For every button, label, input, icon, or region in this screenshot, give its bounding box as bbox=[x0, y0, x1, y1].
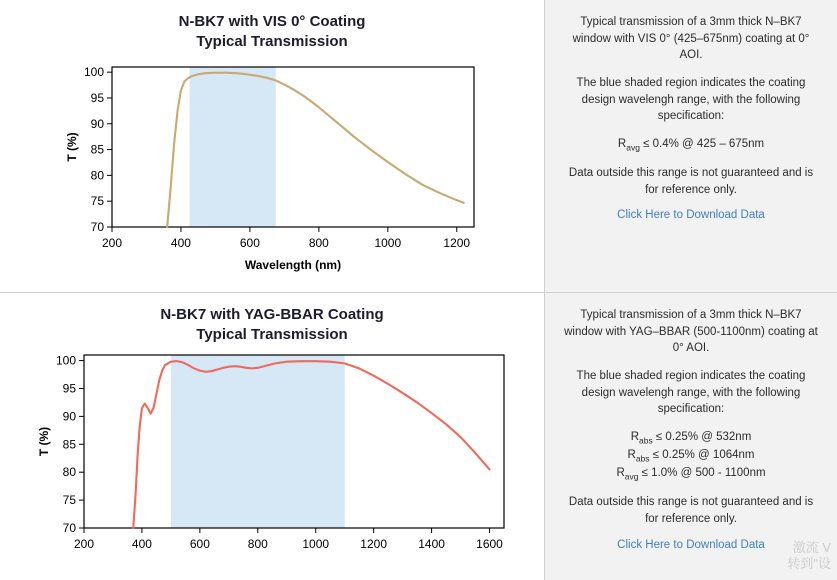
svg-text:80: 80 bbox=[62, 465, 76, 480]
spec-item: $R_{avg} \le 1.0\%$ @ 500 - 1100nm bbox=[616, 467, 766, 482]
svg-text:90: 90 bbox=[62, 409, 76, 424]
svg-text:75: 75 bbox=[62, 493, 76, 508]
svg-text:1000: 1000 bbox=[374, 236, 402, 250]
description-text-yag: Typical transmission of a 3mm thick N–BK7 window with YAG–BBAR (500-1100nm) coating at 0° AOI. bbox=[564, 309, 818, 355]
svg-text:70: 70 bbox=[62, 521, 76, 535]
chart-cell-vis bbox=[0, 0, 545, 292]
description-cell-yag bbox=[545, 293, 837, 580]
spec-item: $R_{abs} \le 0.25\%$ @ 1064nm bbox=[627, 449, 755, 464]
svg-text:1200: 1200 bbox=[443, 236, 471, 250]
spec-r: R bbox=[617, 138, 627, 151]
plot-wrap-yag bbox=[0, 293, 545, 580]
svg-text:85: 85 bbox=[62, 437, 76, 452]
svg-text:1200: 1200 bbox=[360, 537, 388, 551]
svg-text:95: 95 bbox=[62, 381, 76, 396]
outside-note-yag: Data outside this range is not guaranteed and is for reference only. bbox=[568, 496, 814, 525]
svg-text:90: 90 bbox=[90, 116, 104, 131]
download-data-link-vis[interactable]: Click Here to Download Data bbox=[617, 209, 765, 222]
transmission-plot-yag bbox=[0, 345, 545, 575]
spec-rest: ≤ 0.4% @ 425 – 675nm bbox=[639, 138, 765, 151]
svg-text:400: 400 bbox=[131, 537, 152, 551]
chart-title-line2: Typical Transmission bbox=[196, 326, 348, 344]
chart-title-line1: N-BK7 with VIS 0° Coating bbox=[178, 13, 366, 30]
svg-text:80: 80 bbox=[90, 168, 104, 183]
svg-text:800: 800 bbox=[308, 236, 329, 250]
spec-item bbox=[563, 136, 819, 154]
spec-list-vis bbox=[563, 136, 819, 154]
transmission-plot-vis bbox=[0, 55, 545, 285]
svg-text:T (%): T (%) bbox=[65, 132, 79, 162]
svg-text:600: 600 bbox=[239, 236, 260, 250]
svg-text:1600: 1600 bbox=[476, 537, 503, 551]
svg-text:600: 600 bbox=[189, 537, 210, 551]
spec-list-yag bbox=[563, 429, 819, 483]
svg-text:100: 100 bbox=[83, 65, 104, 80]
svg-text:75: 75 bbox=[90, 194, 104, 209]
svg-text:200: 200 bbox=[101, 236, 123, 250]
watermark-line2: 转到"设 bbox=[787, 555, 831, 571]
svg-text:1400: 1400 bbox=[418, 537, 445, 551]
chart-title-line2: Typical Transmission bbox=[196, 33, 348, 51]
download-data-link-yag[interactable]: Click Here to Download Data bbox=[617, 538, 765, 551]
svg-text:Wavelength (nm): Wavelength (nm) bbox=[244, 258, 342, 272]
outside-note-vis: Data outside this range is not guaranteed and is for reference only. bbox=[568, 167, 814, 196]
svg-text:T (%): T (%) bbox=[37, 426, 51, 457]
svg-text:95: 95 bbox=[90, 90, 104, 105]
svg-text:85: 85 bbox=[90, 142, 104, 157]
spec-item: $R_{abs} \le 0.25\%$ @ 532nm bbox=[630, 431, 752, 446]
svg-text:100: 100 bbox=[55, 353, 76, 368]
svg-text:70: 70 bbox=[90, 220, 104, 234]
shaded-note-vis: The blue shaded region indicates the coating design wavelengh range, with the following specification: bbox=[576, 77, 806, 123]
chart-title-line1: N-BK7 with YAG-BBAR Coating bbox=[160, 306, 384, 323]
svg-text:400: 400 bbox=[170, 236, 191, 250]
watermark-line1: 激流 V bbox=[792, 539, 831, 555]
panel-yag-bbar-coating bbox=[0, 293, 837, 580]
plot-wrap-vis bbox=[0, 0, 545, 292]
svg-text:800: 800 bbox=[247, 537, 268, 551]
chart-cell-yag bbox=[0, 293, 545, 580]
description-cell-vis bbox=[545, 0, 837, 292]
svg-text:200: 200 bbox=[73, 537, 95, 551]
svg-text:1000: 1000 bbox=[302, 537, 330, 551]
description-text-vis: Typical transmission of a 3mm thick N–BK7 window with VIS 0° (425–675nm) coating at 0° AOI. bbox=[572, 16, 810, 62]
shaded-note-yag: The blue shaded region indicates the coating design wavelengh range, with the following specification: bbox=[576, 370, 806, 416]
spec-sub: avg bbox=[626, 142, 640, 153]
